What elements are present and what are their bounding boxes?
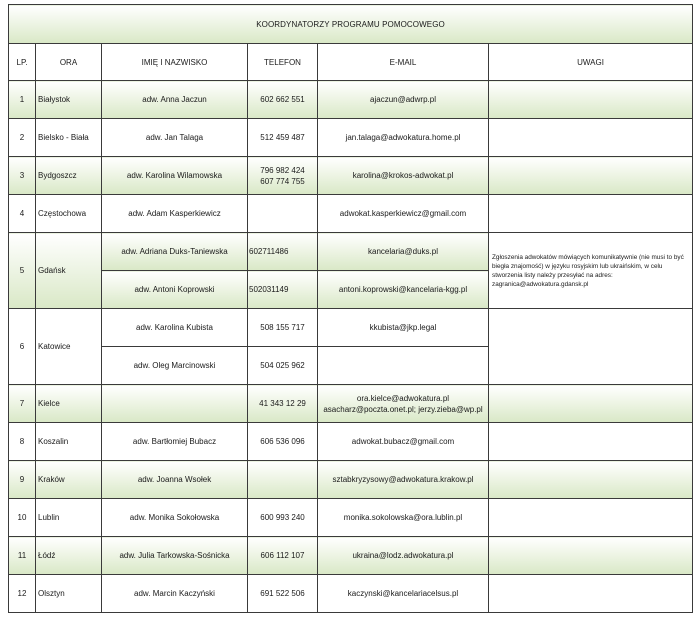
cell-ora: Gdańsk [36, 233, 102, 309]
cell-notes [489, 461, 693, 499]
coordinators-sheet [8, 4, 692, 613]
table-row [9, 461, 693, 499]
header-email: E-MAIL [318, 44, 489, 81]
table-row [9, 157, 693, 195]
cell-phone: 512 459 487 [248, 119, 318, 157]
cell-notes [489, 575, 693, 613]
cell-email: kkubista@jkp.legal [318, 309, 489, 347]
table-row [9, 81, 693, 119]
header-notes: UWAGI [489, 44, 693, 81]
table-row [9, 119, 693, 157]
cell-notes: Zgłoszenia adwokatów mówiących komunikatywnie (nie musi to być biegła znajomość) w języku rosyjskim lub ukraińskim, w celu stworzenia listy należy przesyłać na adres: zagranica@adwokatura.gdansk.pl [489, 233, 693, 309]
cell-lp: 11 [9, 537, 36, 575]
cell-ora: Częstochowa [36, 195, 102, 233]
table-row [9, 309, 693, 347]
cell-phone: 691 522 506 [248, 575, 318, 613]
cell-notes [489, 81, 693, 119]
cell-email [318, 385, 489, 423]
cell-lp: 10 [9, 499, 36, 537]
cell-notes [489, 499, 693, 537]
cell-lp: 9 [9, 461, 36, 499]
cell-name: adw. Marcin Kaczyński [102, 575, 248, 613]
cell-notes [489, 537, 693, 575]
header-ora: ORA [36, 44, 102, 81]
table-row [9, 195, 693, 233]
cell-lp: 4 [9, 195, 36, 233]
cell-phone: 606 112 107 [248, 537, 318, 575]
table-row [9, 233, 693, 271]
phone-line-2: 607 774 755 [260, 176, 305, 186]
cell-lp: 7 [9, 385, 36, 423]
table-row [9, 537, 693, 575]
cell-ora: Łódź [36, 537, 102, 575]
cell-name: adw. Oleg Marcinowski [102, 347, 248, 385]
cell-phone [248, 157, 318, 195]
cell-lp: 12 [9, 575, 36, 613]
cell-phone: 502031149 [248, 271, 318, 309]
table-row [9, 575, 693, 613]
header-row [9, 44, 693, 81]
cell-notes [489, 157, 693, 195]
cell-phone: 41 343 12 29 [248, 385, 318, 423]
coordinators-table [8, 4, 693, 613]
cell-email: antoni.koprowski@kancelaria-kgg.pl [318, 271, 489, 309]
cell-name: adw. Julia Tarkowska-Sośnicka [102, 537, 248, 575]
cell-email: ajaczun@adwrp.pl [318, 81, 489, 119]
cell-lp: 8 [9, 423, 36, 461]
cell-phone [248, 195, 318, 233]
cell-email: sztabkryzysowy@adwokatura.krakow.pl [318, 461, 489, 499]
cell-name: adw. Anna Jaczun [102, 81, 248, 119]
phone-line-1: 796 982 424 [260, 165, 305, 175]
cell-email: kaczynski@kancelariacelsus.pl [318, 575, 489, 613]
cell-phone: 600 993 240 [248, 499, 318, 537]
cell-email: adwokat.kasperkiewicz@gmail.com [318, 195, 489, 233]
cell-name: adw. Adriana Duks-Taniewska [102, 233, 248, 271]
cell-email: adwokat.bubacz@gmail.com [318, 423, 489, 461]
cell-phone [248, 461, 318, 499]
cell-email: kancelaria@duks.pl [318, 233, 489, 271]
cell-ora: Bielsko - Biała [36, 119, 102, 157]
cell-email: ukraina@lodz.adwokatura.pl [318, 537, 489, 575]
header-lp: LP. [9, 44, 36, 81]
header-name: IMIĘ I NAZWISKO [102, 44, 248, 81]
cell-notes [489, 119, 693, 157]
table-row [9, 423, 693, 461]
cell-lp: 2 [9, 119, 36, 157]
cell-ora: Olsztyn [36, 575, 102, 613]
email-line-1: ora.kielce@adwokatura.pl [356, 393, 450, 403]
cell-notes [489, 385, 693, 423]
cell-ora: Koszalin [36, 423, 102, 461]
cell-ora: Katowice [36, 309, 102, 385]
cell-notes [489, 195, 693, 233]
cell-lp: 5 [9, 233, 36, 309]
table-row [9, 385, 693, 423]
cell-name: adw. Joanna Wsołek [102, 461, 248, 499]
email-line-2: asacharz@poczta.onet.pl; jerzy.zieba@wp.pl [323, 404, 483, 414]
cell-ora: Białystok [36, 81, 102, 119]
cell-name: adw. Antoni Koprowski [102, 271, 248, 309]
cell-phone: 602 662 551 [248, 81, 318, 119]
cell-name: adw. Karolina Wilamowska [102, 157, 248, 195]
cell-email: karolina@krokos-adwokat.pl [318, 157, 489, 195]
cell-ora: Kielce [36, 385, 102, 423]
cell-lp: 3 [9, 157, 36, 195]
cell-name: adw. Monika Sokołowska [102, 499, 248, 537]
table-title: KOORDYNATORZY PROGRAMU POMOCOWEGO [9, 5, 693, 44]
cell-name [102, 385, 248, 423]
cell-phone: 508 155 717 [248, 309, 318, 347]
cell-name: adw. Jan Talaga [102, 119, 248, 157]
cell-phone: 504 025 962 [248, 347, 318, 385]
cell-name: adw. Adam Kasperkiewicz [102, 195, 248, 233]
cell-ora: Lublin [36, 499, 102, 537]
cell-notes [489, 423, 693, 461]
table-row [9, 499, 693, 537]
cell-name: adw. Bartłomiej Bubacz [102, 423, 248, 461]
cell-email: jan.talaga@adwokatura.home.pl [318, 119, 489, 157]
cell-name: adw. Karolina Kubista [102, 309, 248, 347]
cell-phone: 602711486 [248, 233, 318, 271]
cell-email: monika.sokolowska@ora.lublin.pl [318, 499, 489, 537]
header-phone: TELEFON [248, 44, 318, 81]
cell-lp: 1 [9, 81, 36, 119]
cell-notes [489, 309, 693, 385]
cell-ora: Bydgoszcz [36, 157, 102, 195]
cell-ora: Kraków [36, 461, 102, 499]
cell-phone: 606 536 096 [248, 423, 318, 461]
cell-email [318, 347, 489, 385]
cell-lp: 6 [9, 309, 36, 385]
